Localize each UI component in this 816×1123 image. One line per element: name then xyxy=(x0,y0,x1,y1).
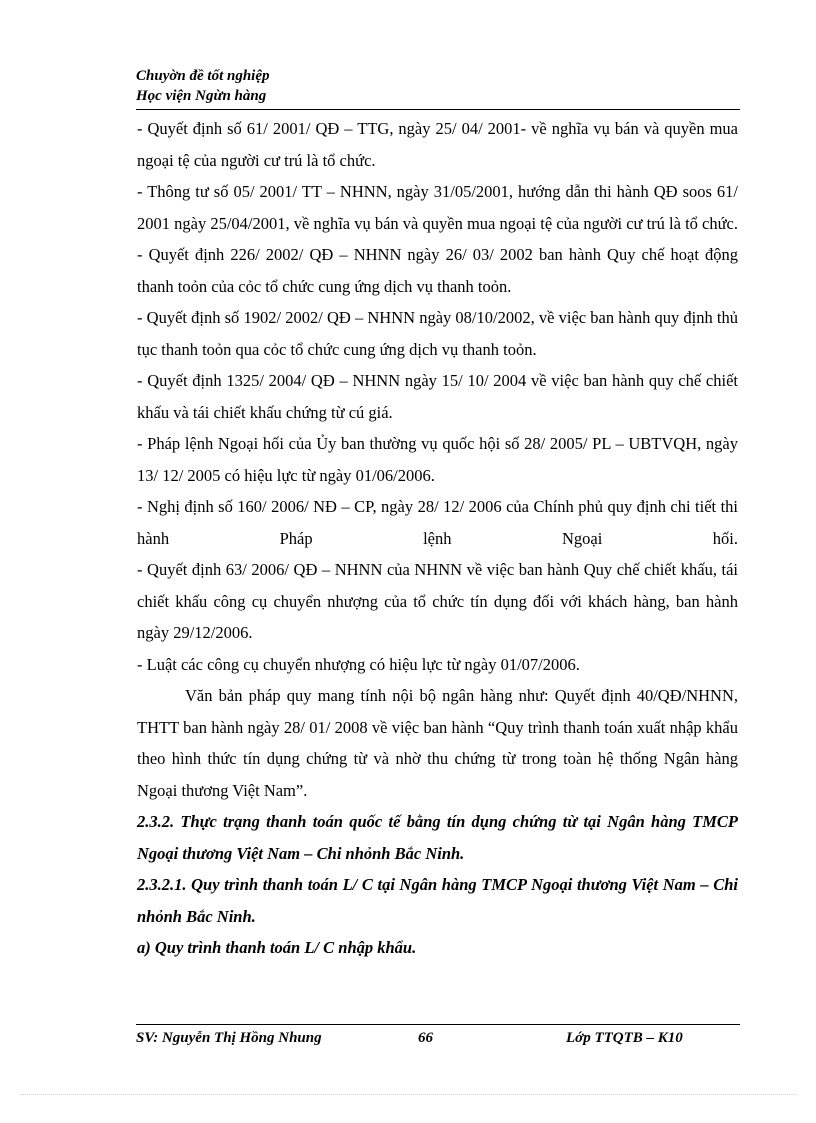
footer-student-name: SV: Nguyễn Thị Hồng Nhung xyxy=(136,1030,322,1046)
list-item: - Quyết định 1325/ 2004/ QĐ – NHNN ngày 15/ 10/ 2004 về việc ban hành quy chế chiết khấu và tái chiết khấu chứng từ cú giá. xyxy=(137,371,738,422)
list-item: - Quyết định 63/ 2006/ QĐ – NHNN của NHNN về việc ban hành Quy chế chiết khấu, tái chiết khấu công cụ chuyển nhượng của tổ chức tín dụng đối với khách hàng, ban hành ngày 29/12/2006. xyxy=(137,560,738,642)
section-heading: 2.3.2. Thực trạng thanh toán quốc tế bằng tín dụng chứng từ tại Ngân hàng TMCP Ngoại thương Việt Nam – Chi nhỏnh Bắc Ninh. xyxy=(137,812,738,863)
subsubsection-heading: a) Quy trình thanh toán L/ C nhập khẩu. xyxy=(137,938,417,957)
list-item: - Pháp lệnh Ngoại hối của Ủy ban thường vụ quốc hội số 28/ 2005/ PL – UBTVQH, ngày 13/ 12/ 2005 có hiệu lực từ ngày 01/06/2006. xyxy=(137,434,738,485)
body-paragraph: Văn bản pháp quy mang tính nội bộ ngân hàng như: Quyết định 40/QĐ/NHNN, THTT ban hành ngày 28/ 01/ 2008 về việc ban hành “Quy trình thanh toán xuất nhập khẩu theo hình thức tín dụng chứng từ và nhờ thu chứng từ trong toàn hệ thống Ngân hàng Ngoại thương Việt Nam”. xyxy=(137,686,738,800)
header-thesis-title: Chuyờn đề tốt nghiệp xyxy=(136,68,270,84)
header-divider xyxy=(136,109,740,110)
list-item: - Nghị định số 160/ 2006/ NĐ – CP, ngày 28/ 12/ 2006 của Chính phủ quy định chi tiết thi hành Pháp lệnh Ngoại hối. xyxy=(137,497,738,548)
list-item: - Luật các công cụ chuyển nhượng có hiệu lực từ ngày 01/07/2006. xyxy=(137,654,580,674)
list-item: - Quyết định số 1902/ 2002/ QĐ – NHNN ngày 08/10/2002, về việc ban hành quy định thủ tục thanh toỏn qua cỏc tổ chức cung ứng dịch vụ thanh toỏn. xyxy=(137,308,738,359)
list-item: - Thông tư số 05/ 2001/ TT – NHNN, ngày 31/05/2001, hướng dẫn thi hành QĐ soos 61/ 2001 ngày 25/04/2001, về nghĩa vụ bán và quyền mua ngoại tệ của người cư trú là tổ chức. xyxy=(137,182,738,233)
footer-divider xyxy=(136,1024,740,1025)
list-item: - Quyết định số 61/ 2001/ QĐ – TTG, ngày 25/ 04/ 2001- về nghĩa vụ bán và quyền mua ngoại tệ của người cư trú là tổ chức. xyxy=(137,119,738,170)
footer-class: Lớp TTQTB – K10 xyxy=(566,1030,683,1046)
page-header xyxy=(136,66,740,106)
page-footer xyxy=(136,1028,740,1050)
header-institution: Học viện Ngừn hàng xyxy=(136,88,267,104)
document-body xyxy=(137,113,738,964)
list-item: - Quyết định 226/ 2002/ QĐ – NHNN ngày 26/ 03/ 2002 ban hành Quy chế hoạt động thanh toỏn của cỏc tổ chức cung ứng dịch vụ thanh toỏn. xyxy=(137,245,738,296)
page-number: 66 xyxy=(418,1030,433,1046)
page-edge-divider xyxy=(20,1094,796,1095)
subsection-heading: 2.3.2.1. Quy trình thanh toán L/ C tại Ngân hàng TMCP Ngoại thương Việt Nam – Chi nhỏnh Bắc Ninh. xyxy=(137,875,738,926)
